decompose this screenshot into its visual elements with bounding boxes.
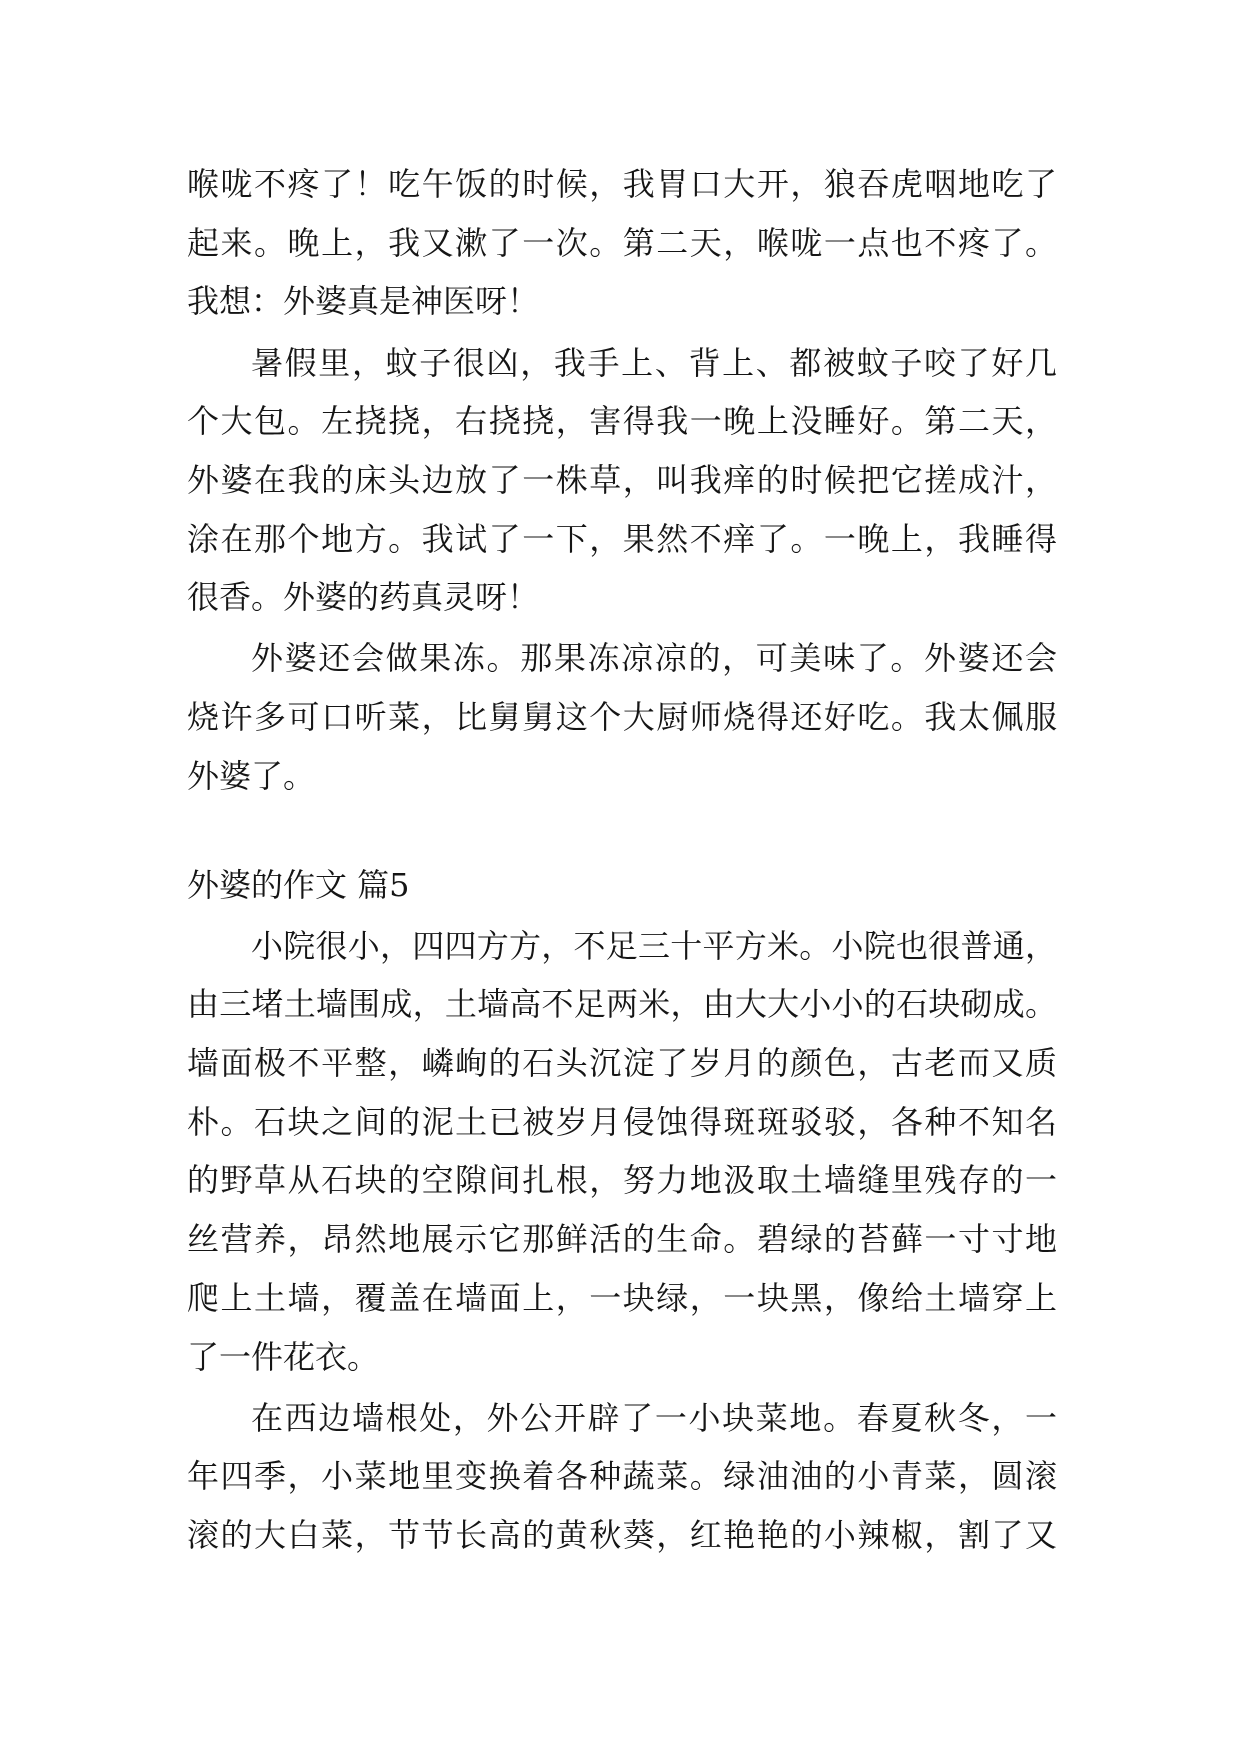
text-line: 暑假里，蚊子很凶，我手上、背上、都被蚊子咬了好几 bbox=[251, 343, 1057, 382]
text-line: 朴。石块之间的泥土已被岁月侵蚀得斑斑驳驳，各种不知名 bbox=[187, 1102, 1057, 1141]
paragraph bbox=[187, 334, 1057, 628]
text-line: 外婆在我的床头边放了一株草，叫我痒的时候把它搓成汁， bbox=[187, 460, 1057, 499]
text-line: 涂在那个地方。我试了一下，果然不痒了。一晚上，我睡得 bbox=[187, 519, 1057, 558]
text-line: 起来。晚上，我又漱了一次。第二天，喉咙一点也不疼了。 bbox=[187, 223, 1057, 262]
text-line: 很香。外婆的药真灵呀！ bbox=[187, 578, 540, 617]
text-line: 小院很小，四四方方，不足三十平方米。小院也很普通， bbox=[251, 926, 1057, 965]
text-line: 丝营养，昂然地展示它那鲜活的生命。碧绿的苔藓一寸寸地 bbox=[187, 1220, 1057, 1259]
text-line: 在西边墙根处，外公开辟了一小块菜地。春夏秋冬，一 bbox=[251, 1398, 1057, 1437]
document-body bbox=[187, 155, 1057, 1565]
text-line: 烧许多可口听菜，比舅舅这个大厨师烧得还好吃。我太佩服 bbox=[187, 698, 1057, 737]
text-line: 的野草从石块的空隙间扎根，努力地汲取土墙缝里残存的一 bbox=[187, 1161, 1057, 1200]
text-line: 年四季，小菜地里变换着各种蔬菜。绿油油的小青菜，圆滚 bbox=[187, 1457, 1057, 1496]
text-line: 外婆了。 bbox=[187, 756, 316, 795]
text-line: 喉咙不疼了！吃午饭的时候，我胃口大开，狼吞虎咽地吃了 bbox=[187, 165, 1057, 203]
text-line: 滚的大白菜，节节长高的黄秋葵，红艳艳的小辣椒，割了又 bbox=[187, 1516, 1057, 1555]
section-heading: 外婆的作文 篇5 bbox=[187, 865, 410, 904]
paragraph bbox=[187, 1389, 1057, 1565]
paragraph bbox=[187, 155, 1057, 331]
text-line: 墙面极不平整，嶙峋的石头沉淀了岁月的颜色，古老而又质 bbox=[187, 1044, 1057, 1083]
paragraph bbox=[187, 629, 1057, 805]
text-line: 由三堵土墙围成，土墙高不足两米，由大大小小的石块砌成。 bbox=[187, 985, 1057, 1024]
text-line: 爬上土墙，覆盖在墙面上，一块绿，一块黑，像给土墙穿上 bbox=[187, 1278, 1057, 1317]
paragraph bbox=[187, 917, 1057, 1387]
text-line: 个大包。左挠挠，右挠挠，害得我一晚上没睡好。第二天， bbox=[187, 402, 1057, 441]
text-line: 我想：外婆真是神医呀！ bbox=[187, 282, 540, 321]
text-line: 了一件花衣。 bbox=[187, 1337, 380, 1376]
text-line: 外婆还会做果冻。那果冻凉凉的，可美味了。外婆还会 bbox=[251, 639, 1057, 678]
